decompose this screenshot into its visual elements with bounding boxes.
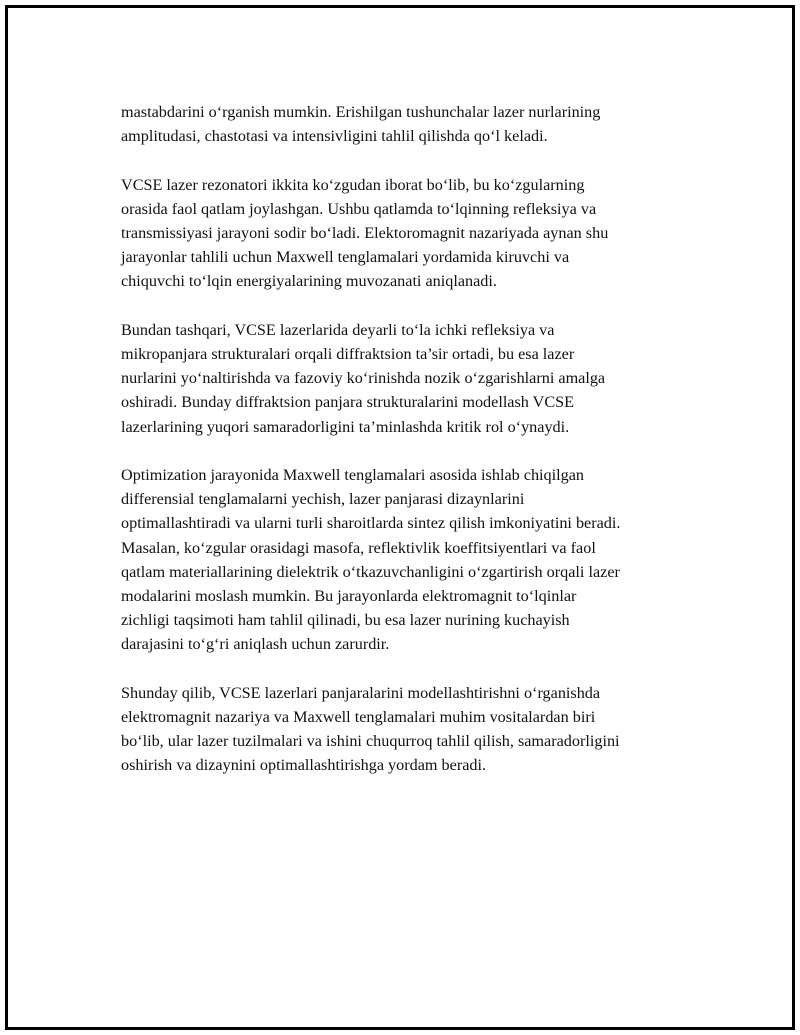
text-line: orasida faol qatlam joylashgan. Ushbu qatlamda to‘lqinning refleksiya va [121, 199, 597, 218]
text-line: Optimization jarayonida Maxwell tenglamalari asosida ishlab chiqilgan [121, 466, 585, 484]
text-line: nurlarini yo‘naltirishda va fazoviy ko‘rinishda nozik o‘zgarishlarni amalga [121, 369, 606, 388]
text-line: bo‘lib, ular lazer tuzilmalari va ishini chuqurroq tahlil qilish, samaradorligini [121, 732, 620, 751]
text-line: optimallashtiradi va ularni turli sharoitlarda sintez qilish imkoniyatini beradi. [121, 514, 621, 533]
text-line: jarayonlar tahlili uchun Maxwell tenglamalari yordamida kiruvchi va [121, 248, 570, 267]
text-line: VCSE lazer rezonatori ikkita ko‘zgudan iborat bo‘lib, bu ko‘zgularning [121, 175, 585, 194]
page-frame [5, 5, 795, 1030]
text-line: chiquvchi to‘lqin energiyalarining muvozanati aniqlanadi. [121, 272, 497, 291]
text-line: differensial tenglamalarni yechish, lazer panjarasi dizaynlarini [121, 490, 525, 509]
text-line: elektromagnit nazariya va Maxwell tenglamalari muhim vositalardan biri [121, 708, 596, 727]
text-line: amplitudasi, chastotasi va intensivligini tahlil qilishda qo‘l keladi. [121, 127, 548, 146]
text-line: modalarini moslash mumkin. Bu jarayonlarda elektromagnit to‘lqinlar [121, 587, 577, 606]
paragraph-4 [121, 463, 701, 657]
text-line: transmissiyasi jarayoni sodir bo‘ladi. Elektoromagnit nazariyada aynan shu [121, 224, 609, 242]
paragraph-1 [121, 100, 701, 148]
text-line: mikropanjara strukturalari orqali diffraktsion ta’sir ortadi, bu esa lazer [121, 345, 575, 363]
text-line: Masalan, ko‘zgular orasidagi masofa, reflektivlik koeffitsiyentlari va faol [121, 538, 596, 557]
paragraph-3 [121, 318, 701, 439]
text-line: Shunday qilib, VCSE lazerlari panjaralarini modellashtirishni o‘rganishda [121, 683, 601, 702]
text-line: Bundan tashqari, VCSE lazerlarida deyarli to‘la ichki refleksiya va [121, 320, 555, 339]
text-line: mastabdarini o‘rganish mumkin. Erishilgan tushunchalar lazer nurlarining [121, 103, 601, 121]
text-line: zichligi taqsimoti ham tahlil qilinadi, bu esa lazer nurining kuchayish [121, 611, 570, 630]
text-line: darajasini to‘g‘ri aniqlash uchun zarurdir. [121, 635, 390, 654]
text-line: oshiradi. Bunday diffraktsion panjara strukturalarini modellash VCSE [121, 393, 575, 412]
text-line: oshirish va dizaynini optimallashtirishga yordam beradi. [121, 756, 487, 775]
paragraph-5 [121, 681, 701, 778]
paragraph-2 [121, 173, 701, 294]
text-line: lazerlarining yuqori samaradorligini ta’minlashda kritik rol o‘ynaydi. [121, 417, 570, 436]
document-body [121, 100, 701, 802]
text-line: qatlam materiallarining dielektrik o‘tkazuvchanligini o‘zgartirish orqali lazer [121, 562, 620, 581]
